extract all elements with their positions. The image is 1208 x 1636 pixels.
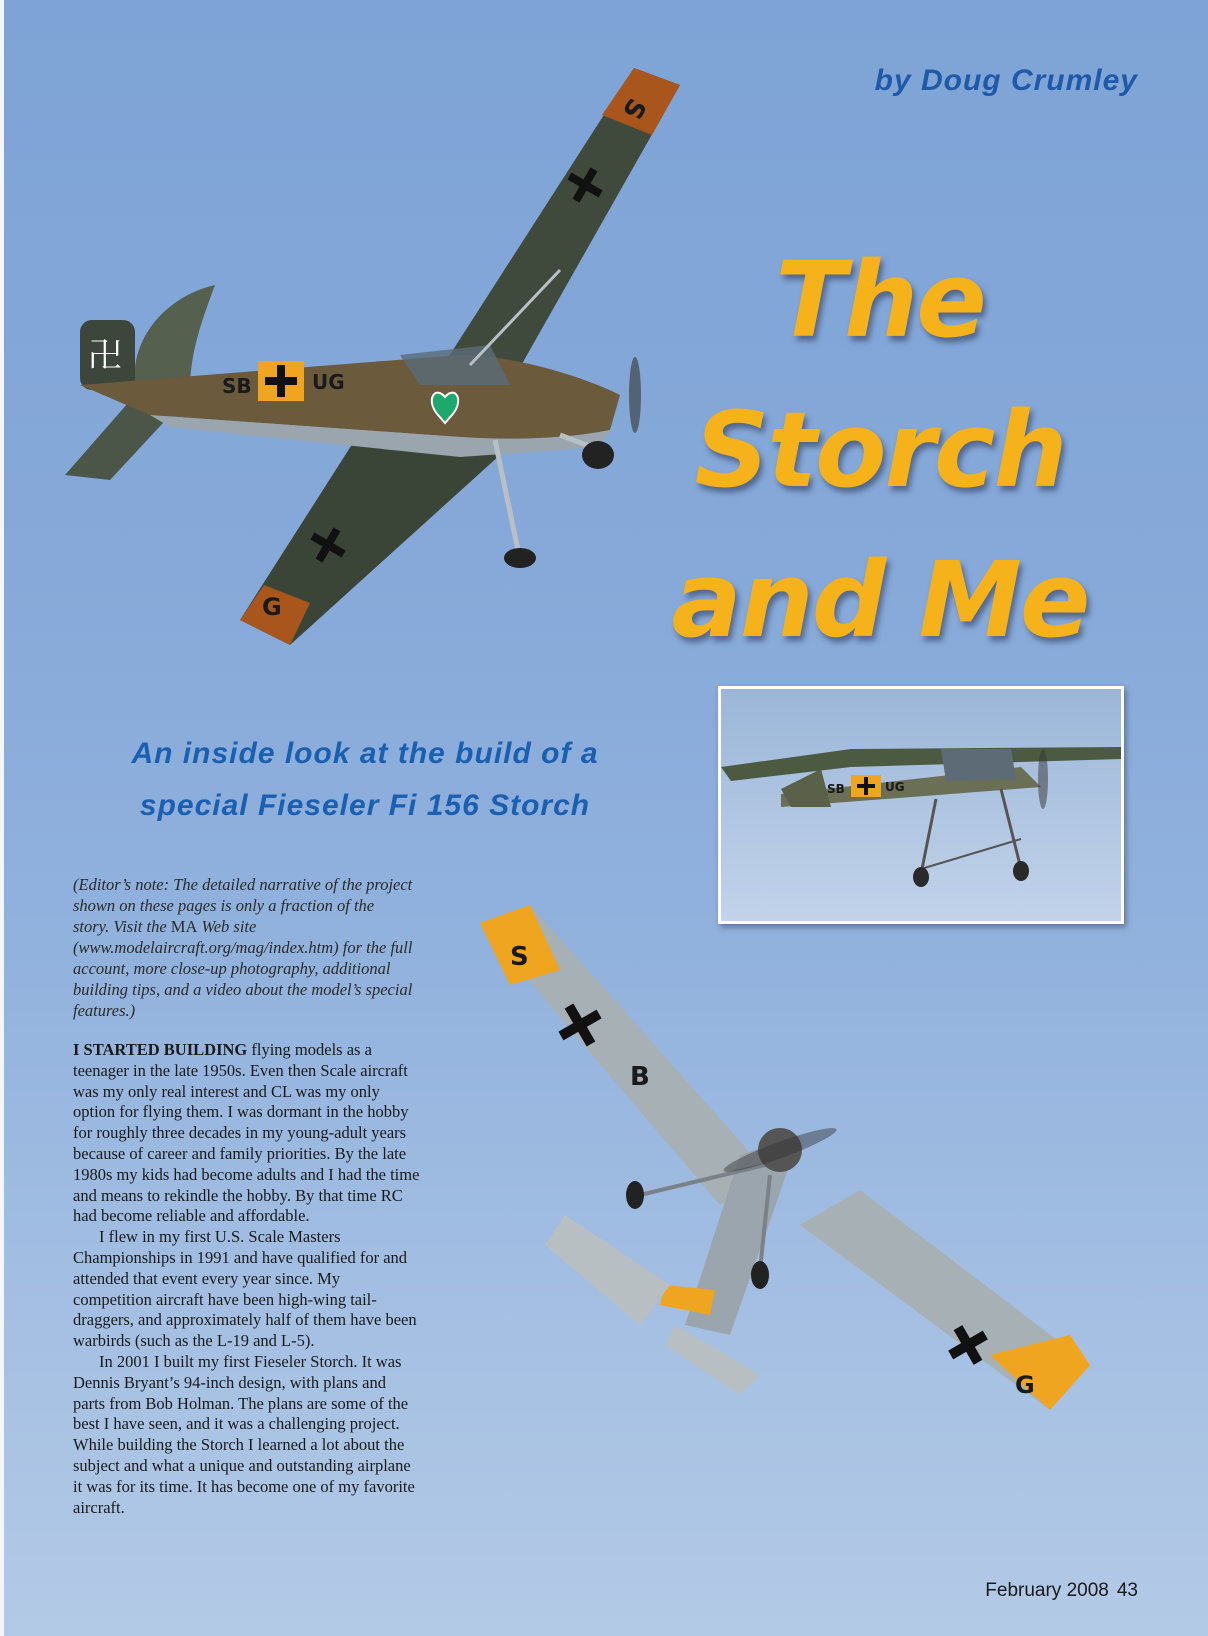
title-line-2: and Me <box>671 539 1089 661</box>
subtitle-line-1: An inside look at the build of a <box>131 737 599 770</box>
upper-wing-letter: S <box>615 92 652 125</box>
magazine-name: MA <box>170 917 198 936</box>
byline: by Doug Crumley <box>874 64 1138 97</box>
gear-strut-left <box>495 440 520 560</box>
issue-date: February 2008 <box>985 1580 1109 1601</box>
lower-wing-letter: G <box>1015 1371 1035 1399</box>
inset-code-left: SB <box>827 782 845 796</box>
tailplane <box>545 1215 670 1325</box>
lead-in: I STARTED BUILDING <box>73 1040 248 1059</box>
upper-wing-letter: S <box>510 942 529 972</box>
editors-note <box>73 874 413 1021</box>
paragraph-3: In 2001 I built my first Fieseler Storch. It was Dennis Bryant’s 94-inch design, with plans and parts from Bob Holman. The plans are some of the best I have seen, and it was a challenging project. While building the Storch I learned a lot about the subject and what a unique and outstanding airplane it was for its time. It has become one of my favorite aircraft. <box>73 1351 415 1517</box>
paragraph-1-text: flying models as a teenager in the late 1950s. Even then Scale aircraft was my only real interest and CL was my only option for flying them. I was dormant in the hobby for roughly three decades in my young-adult years because of career and family priorities. By the late 1980s my kids had become adults and I had the time and means to rekindle the hobby. By that time RC had become reliable and affordable. <box>73 1040 420 1226</box>
wheel-left <box>504 548 536 568</box>
swastika-glyph: 卍 <box>88 336 122 376</box>
wheel-right <box>751 1261 769 1289</box>
article-title <box>600 225 1160 675</box>
page-edge <box>0 0 4 1636</box>
tailplane-right <box>665 1325 760 1395</box>
upper-wing-letter-b: B <box>630 1062 650 1092</box>
inset-photo <box>718 686 1124 924</box>
editors-note-text-end: Web site (www.modelaircraft.org/mag/index.htm) for the full account, more close-up photography, additional building tips, and a video about the model’s special features.) <box>73 917 413 1020</box>
inset-code-right: UG <box>885 780 905 794</box>
fuselage-code-left: SB <box>222 374 252 398</box>
wheel-left <box>626 1181 644 1209</box>
paragraph-2: I flew in my first U.S. Scale Masters Championships in 1991 and have qualified for and attended that event every year since. My competition aircraft have been high-wing tail-draggers, and approximately half of them have been warbirds (such as the L-19 and L-5). <box>73 1227 417 1351</box>
editors-note-text: (Editor’s note: The detailed narrative of the project shown on these pages is only a fraction of the story. Visit the <box>73 875 413 936</box>
lower-wing-letter: G <box>262 593 282 621</box>
article-body <box>73 1040 421 1518</box>
fin <box>135 285 215 390</box>
storch-photo-bottom <box>470 905 1120 1445</box>
fuselage-band <box>660 1285 715 1315</box>
paragraph-1 <box>73 1040 421 1227</box>
inset-plane <box>721 689 1121 921</box>
article-subtitle <box>95 728 635 832</box>
fuselage-code-right: UG <box>312 370 345 394</box>
subtitle-line-2: special Fieseler Fi 156 Storch <box>139 789 591 822</box>
title-line-1: The Storch <box>694 239 1066 511</box>
page-footer <box>985 1580 1138 1602</box>
page-number: 43 <box>1116 1580 1138 1601</box>
